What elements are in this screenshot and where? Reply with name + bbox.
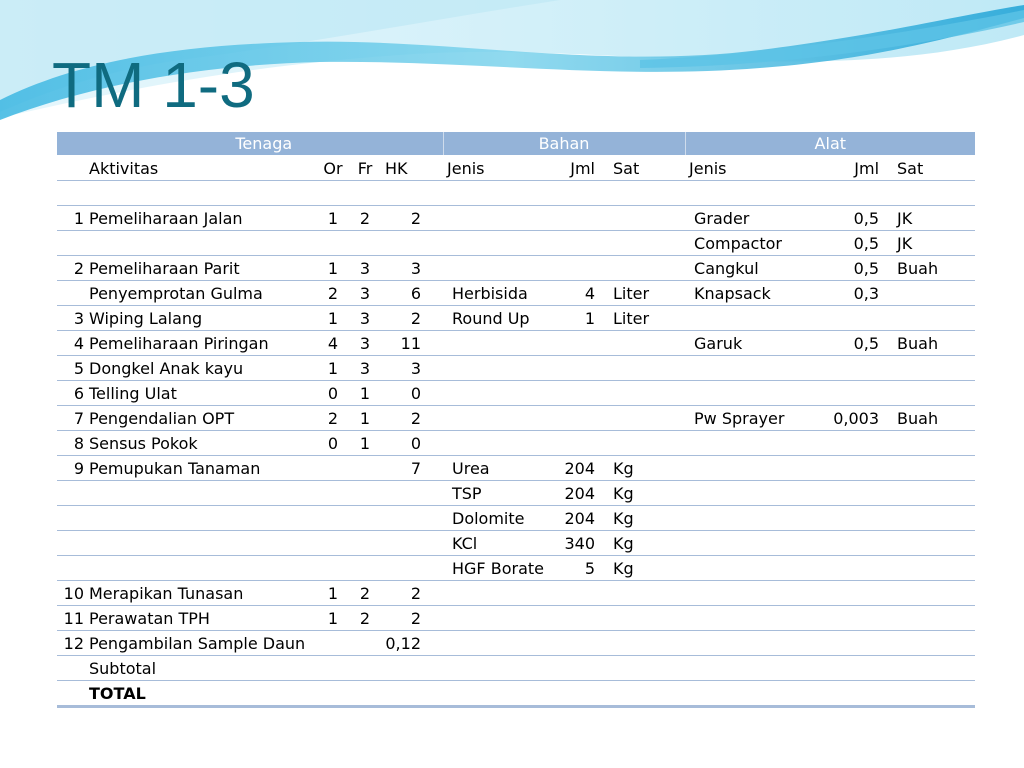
cell-alat-jenis: Garuk — [685, 331, 811, 356]
table-row — [57, 531, 975, 556]
col-header-bahan-sat: Sat — [599, 156, 685, 181]
subtotal-no-cell — [57, 656, 85, 681]
cell-alat-jenis — [685, 306, 811, 331]
cell-hk: 3 — [381, 256, 443, 281]
cell-hk — [381, 481, 443, 506]
cell-alat-sat — [883, 606, 975, 631]
cell-bahan-sat — [599, 181, 685, 206]
col-header-fr: Fr — [349, 156, 381, 181]
cell-alat-jml: 0,3 — [811, 281, 883, 306]
cell-fr — [349, 181, 381, 206]
cell-alat-sat: Buah — [883, 256, 975, 281]
cell-fr: 3 — [349, 331, 381, 356]
cell-alat-sat: Buah — [883, 406, 975, 431]
cell-bahan-jml: 4 — [545, 281, 599, 306]
cell-aktivitas — [85, 556, 317, 581]
cell-hk: 2 — [381, 406, 443, 431]
table-row — [57, 231, 975, 256]
cell-or: 1 — [317, 606, 349, 631]
col-header-no — [57, 156, 85, 181]
col-header-bahan-jml: Jml — [545, 156, 599, 181]
cell-alat-jenis — [685, 606, 811, 631]
cell-bahan-jenis — [443, 206, 545, 231]
cell-no — [57, 231, 85, 256]
cell-bahan-jml — [545, 231, 599, 256]
cell-bahan-sat — [599, 356, 685, 381]
cell-no: 10 — [57, 581, 85, 606]
cell-alat-jenis — [685, 556, 811, 581]
slide-title: TM 1-3 — [52, 49, 255, 121]
cell-aktivitas: Wiping Lalang — [85, 306, 317, 331]
cell-or: 2 — [317, 406, 349, 431]
cell-aktivitas: Pengambilan Sample Daun — [85, 631, 317, 656]
cell-alat-sat — [883, 531, 975, 556]
cell-alat-jml — [811, 581, 883, 606]
cell-fr — [349, 556, 381, 581]
cell-alat-jml — [811, 556, 883, 581]
cell-alat-jenis: Cangkul — [685, 256, 811, 281]
table-row — [57, 331, 975, 356]
cell-or: 1 — [317, 206, 349, 231]
cell-bahan-jenis — [443, 381, 545, 406]
cell-aktivitas: Perawatan TPH — [85, 606, 317, 631]
cell-alat-sat: Buah — [883, 331, 975, 356]
cell-no — [57, 281, 85, 306]
cell-bahan-jenis — [443, 631, 545, 656]
cell-alat-sat: JK — [883, 231, 975, 256]
cell-alat-jml: 0,003 — [811, 406, 883, 431]
table-row — [57, 581, 975, 606]
cell-bahan-jml — [545, 381, 599, 406]
group-header-bahan: Bahan — [443, 132, 685, 156]
cell-alat-jenis: Grader — [685, 206, 811, 231]
col-header-aktivitas: Aktivitas — [85, 156, 317, 181]
subtotal-label: Subtotal — [85, 656, 317, 681]
cell-fr: 1 — [349, 381, 381, 406]
table-row — [57, 381, 975, 406]
cell-alat-jml — [811, 481, 883, 506]
cell-alat-sat — [883, 356, 975, 381]
cell-alat-jenis — [685, 531, 811, 556]
cell-bahan-jml — [545, 256, 599, 281]
cell-alat-sat — [883, 581, 975, 606]
cell-aktivitas: Pengendalian OPT — [85, 406, 317, 431]
cell-alat-jml: 0,5 — [811, 256, 883, 281]
cell-or: 0 — [317, 431, 349, 456]
cell-fr: 1 — [349, 431, 381, 456]
cell-aktivitas — [85, 481, 317, 506]
cell-alat-jml — [811, 431, 883, 456]
cell-bahan-jml — [545, 606, 599, 631]
cell-no: 7 — [57, 406, 85, 431]
cell-alat-jml — [811, 181, 883, 206]
cell-hk — [381, 556, 443, 581]
cell-fr — [349, 506, 381, 531]
cell-bahan-jml: 5 — [545, 556, 599, 581]
cell-bahan-sat — [599, 631, 685, 656]
table-row — [57, 431, 975, 456]
cell-hk: 3 — [381, 356, 443, 381]
cell-fr: 3 — [349, 256, 381, 281]
cell-bahan-jml — [545, 206, 599, 231]
cell-bahan-jenis — [443, 606, 545, 631]
cell-bahan-jml — [545, 581, 599, 606]
cell-or — [317, 231, 349, 256]
cell-alat-jml: 0,5 — [811, 206, 883, 231]
cell-bahan-jenis — [443, 331, 545, 356]
cell-or: 0 — [317, 381, 349, 406]
cell-fr — [349, 531, 381, 556]
cell-alat-sat — [883, 456, 975, 481]
cell-bahan-jml — [545, 331, 599, 356]
cell-bahan-jenis: Dolomite — [443, 506, 545, 531]
cell-alat-jenis: Knapsack — [685, 281, 811, 306]
cell-bahan-sat — [599, 381, 685, 406]
cell-alat-sat — [883, 181, 975, 206]
table-row — [57, 481, 975, 506]
cell-bahan-jenis: Round Up — [443, 306, 545, 331]
cell-no — [57, 556, 85, 581]
cell-alat-jenis — [685, 631, 811, 656]
cell-bahan-sat: Liter — [599, 281, 685, 306]
cell-no: 11 — [57, 606, 85, 631]
cell-alat-jenis — [685, 456, 811, 481]
cell-alat-sat — [883, 481, 975, 506]
subtotal-row — [57, 656, 975, 681]
cell-bahan-sat — [599, 606, 685, 631]
cell-bahan-jml — [545, 181, 599, 206]
cell-bahan-jml: 1 — [545, 306, 599, 331]
cell-or: 2 — [317, 281, 349, 306]
cell-aktivitas — [85, 506, 317, 531]
cell-no — [57, 481, 85, 506]
cell-bahan-jenis: Herbisida — [443, 281, 545, 306]
cell-or — [317, 631, 349, 656]
group-header-tenaga: Tenaga — [85, 132, 443, 156]
col-header-alat-jml: Jml — [811, 156, 883, 181]
cell-aktivitas — [85, 231, 317, 256]
cell-bahan-sat — [599, 581, 685, 606]
cell-bahan-jenis — [443, 406, 545, 431]
cell-hk — [381, 531, 443, 556]
table-row — [57, 631, 975, 656]
cell-alat-jml — [811, 381, 883, 406]
cell-bahan-sat: Kg — [599, 456, 685, 481]
cell-fr: 2 — [349, 606, 381, 631]
cell-alat-jenis — [685, 481, 811, 506]
cell-hk: 2 — [381, 206, 443, 231]
table-row — [57, 181, 975, 206]
activity-table — [57, 132, 975, 708]
cell-hk: 0 — [381, 381, 443, 406]
cell-alat-jml — [811, 306, 883, 331]
cell-alat-sat — [883, 556, 975, 581]
column-header-row — [57, 156, 975, 181]
cell-or — [317, 181, 349, 206]
table-row — [57, 406, 975, 431]
cell-alat-jenis — [685, 431, 811, 456]
cell-bahan-sat: Liter — [599, 306, 685, 331]
cell-fr: 2 — [349, 581, 381, 606]
cell-fr — [349, 631, 381, 656]
cell-alat-jenis — [685, 181, 811, 206]
col-header-alat-jenis: Jenis — [685, 156, 811, 181]
cell-no — [57, 506, 85, 531]
cell-bahan-sat — [599, 431, 685, 456]
table-row — [57, 456, 975, 481]
cell-alat-sat — [883, 281, 975, 306]
cell-alat-sat — [883, 506, 975, 531]
cell-bahan-jml: 204 — [545, 481, 599, 506]
cell-alat-sat — [883, 306, 975, 331]
cell-bahan-jenis — [443, 431, 545, 456]
cell-or — [317, 556, 349, 581]
cell-alat-sat — [883, 381, 975, 406]
cell-aktivitas: Sensus Pokok — [85, 431, 317, 456]
cell-aktivitas: Pemeliharaan Parit — [85, 256, 317, 281]
cell-bahan-jml — [545, 406, 599, 431]
table-row — [57, 606, 975, 631]
cell-or — [317, 506, 349, 531]
cell-bahan-jml: 204 — [545, 456, 599, 481]
cell-bahan-sat — [599, 206, 685, 231]
cell-alat-sat — [883, 431, 975, 456]
cell-hk: 0,12 — [381, 631, 443, 656]
cell-fr: 3 — [349, 306, 381, 331]
cell-no: 12 — [57, 631, 85, 656]
cell-hk: 2 — [381, 606, 443, 631]
cell-bahan-jenis: Urea — [443, 456, 545, 481]
cell-fr — [349, 481, 381, 506]
cell-hk: 0 — [381, 431, 443, 456]
cell-no: 2 — [57, 256, 85, 281]
cell-alat-jml — [811, 356, 883, 381]
cell-or — [317, 456, 349, 481]
cell-no: 3 — [57, 306, 85, 331]
cell-or: 1 — [317, 581, 349, 606]
cell-hk — [381, 231, 443, 256]
cell-alat-jenis: Compactor — [685, 231, 811, 256]
cell-aktivitas — [85, 181, 317, 206]
cell-or: 1 — [317, 256, 349, 281]
cell-bahan-sat — [599, 331, 685, 356]
cell-no: 1 — [57, 206, 85, 231]
col-header-bahan-jenis: Jenis — [443, 156, 545, 181]
cell-fr: 3 — [349, 281, 381, 306]
table-row — [57, 356, 975, 381]
cell-bahan-sat — [599, 406, 685, 431]
cell-fr — [349, 231, 381, 256]
cell-bahan-jenis — [443, 256, 545, 281]
group-header-alat: Alat — [685, 132, 975, 156]
cell-aktivitas: Merapikan Tunasan — [85, 581, 317, 606]
cell-or — [317, 481, 349, 506]
cell-bahan-jml: 204 — [545, 506, 599, 531]
cell-fr: 1 — [349, 406, 381, 431]
cell-bahan-sat: Kg — [599, 506, 685, 531]
cell-aktivitas: Pemeliharaan Jalan — [85, 206, 317, 231]
cell-alat-jenis — [685, 381, 811, 406]
cell-no — [57, 181, 85, 206]
cell-bahan-sat: Kg — [599, 481, 685, 506]
cell-alat-jml — [811, 531, 883, 556]
cell-no: 5 — [57, 356, 85, 381]
table-row — [57, 306, 975, 331]
cell-aktivitas: Pemupukan Tanaman — [85, 456, 317, 481]
cell-fr — [349, 456, 381, 481]
table-row — [57, 556, 975, 581]
cell-alat-jml: 0,5 — [811, 231, 883, 256]
cell-bahan-sat — [599, 256, 685, 281]
cell-aktivitas: Telling Ulat — [85, 381, 317, 406]
cell-no: 8 — [57, 431, 85, 456]
cell-bahan-jml — [545, 631, 599, 656]
cell-no: 4 — [57, 331, 85, 356]
cell-no — [57, 531, 85, 556]
col-header-or: Or — [317, 156, 349, 181]
total-no-cell — [57, 681, 85, 707]
cell-alat-jml — [811, 456, 883, 481]
cell-bahan-jenis — [443, 181, 545, 206]
cell-hk: 7 — [381, 456, 443, 481]
table-row — [57, 256, 975, 281]
cell-no: 9 — [57, 456, 85, 481]
cell-or: 4 — [317, 331, 349, 356]
cell-bahan-jenis: KCl — [443, 531, 545, 556]
cell-aktivitas — [85, 531, 317, 556]
cell-hk — [381, 506, 443, 531]
cell-alat-sat — [883, 631, 975, 656]
table-row — [57, 281, 975, 306]
cell-aktivitas: Penyemprotan Gulma — [85, 281, 317, 306]
cell-alat-jml — [811, 606, 883, 631]
group-header-row — [57, 132, 975, 156]
total-row — [57, 681, 975, 707]
cell-alat-jenis — [685, 356, 811, 381]
cell-aktivitas: Dongkel Anak kayu — [85, 356, 317, 381]
cell-bahan-jenis — [443, 581, 545, 606]
cell-alat-jenis — [685, 581, 811, 606]
cell-alat-jml — [811, 506, 883, 531]
cell-hk: 11 — [381, 331, 443, 356]
cell-fr: 2 — [349, 206, 381, 231]
cell-alat-jenis: Pw Sprayer — [685, 406, 811, 431]
total-label: TOTAL — [85, 681, 317, 707]
col-header-alat-sat: Sat — [883, 156, 975, 181]
cell-or: 1 — [317, 306, 349, 331]
table-row — [57, 506, 975, 531]
cell-or — [317, 531, 349, 556]
cell-fr: 3 — [349, 356, 381, 381]
col-header-hk: HK — [381, 156, 443, 181]
cell-hk — [381, 181, 443, 206]
cell-bahan-sat: Kg — [599, 531, 685, 556]
table-row — [57, 206, 975, 231]
cell-bahan-jenis — [443, 356, 545, 381]
cell-no: 6 — [57, 381, 85, 406]
cell-hk: 2 — [381, 581, 443, 606]
cell-bahan-sat — [599, 231, 685, 256]
cell-bahan-jml — [545, 356, 599, 381]
cell-alat-jenis — [685, 506, 811, 531]
cell-bahan-jenis — [443, 231, 545, 256]
cell-alat-jml — [811, 631, 883, 656]
cell-alat-jml: 0,5 — [811, 331, 883, 356]
cell-bahan-jenis: HGF Borate — [443, 556, 545, 581]
cell-alat-sat: JK — [883, 206, 975, 231]
header-spacer-cell — [57, 132, 85, 156]
cell-bahan-sat: Kg — [599, 556, 685, 581]
cell-hk: 6 — [381, 281, 443, 306]
cell-aktivitas: Pemeliharaan Piringan — [85, 331, 317, 356]
cell-bahan-jml — [545, 431, 599, 456]
cell-bahan-jml: 340 — [545, 531, 599, 556]
cell-or: 1 — [317, 356, 349, 381]
cell-hk: 2 — [381, 306, 443, 331]
cell-bahan-jenis: TSP — [443, 481, 545, 506]
